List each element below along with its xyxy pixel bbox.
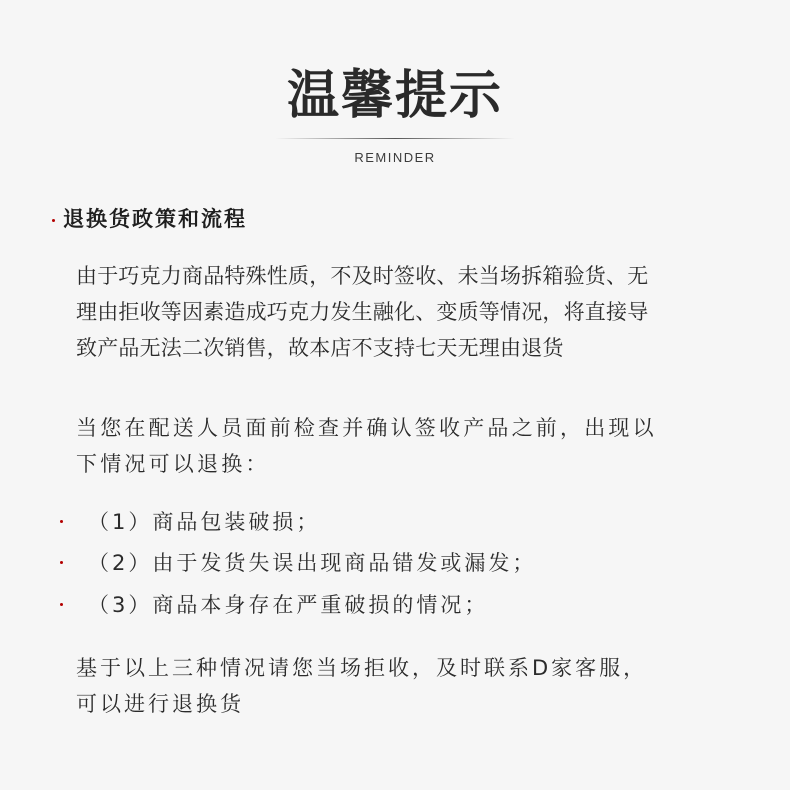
paragraph-line: 理由拒收等因素造成巧克力发生融化、变质等情况，将直接导	[76, 300, 649, 324]
policy-paragraph	[76, 258, 648, 366]
bullet-dot-icon	[60, 520, 63, 523]
paragraph-line: 由于巧克力商品特殊性质，不及时签收、未当场拆箱验货、无	[76, 264, 649, 288]
paragraph-line: 下情况可以退换：	[76, 452, 270, 476]
bullet-dot-icon	[60, 603, 63, 606]
paragraph-line: 基于以上三种情况请您当场拒收，及时联系D家客服，	[76, 656, 648, 680]
section-heading	[52, 202, 247, 234]
list-item-text: （2）由于发货失误出现商品错发或漏发；	[88, 551, 537, 575]
list-item	[60, 503, 320, 539]
section-heading-text: 退换货政策和流程	[63, 207, 247, 231]
page-title: 温馨提示	[286, 66, 503, 126]
bullet-dot-icon	[60, 561, 63, 564]
conditions-intro-paragraph	[76, 410, 657, 482]
list-item-text: （1）商品包装破损；	[88, 510, 321, 534]
closing-paragraph	[76, 650, 647, 722]
list-item-text: （3）商品本身存在严重破损的情况；	[88, 593, 489, 617]
list-item	[60, 544, 536, 580]
paragraph-line: 可以进行退换货	[76, 692, 244, 716]
paragraph-line: 致产品无法二次销售，故本店不支持七天无理由退货	[76, 336, 564, 360]
paragraph-line: 当您在配送人员面前检查并确认签收产品之前，出现以	[76, 416, 657, 440]
list-item	[60, 586, 488, 622]
bullet-dot-icon	[52, 219, 55, 222]
title-divider	[275, 138, 515, 139]
page-subtitle: REMINDER	[354, 150, 436, 165]
